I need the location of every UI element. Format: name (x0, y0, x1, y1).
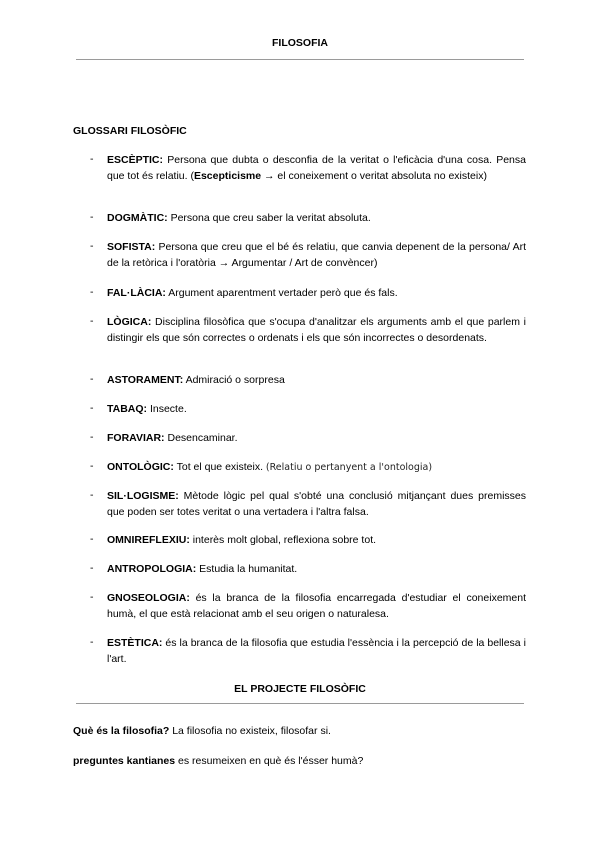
entry-definition: Desencaminar. (164, 432, 238, 444)
entry-definition: interès molt global, reflexiona sobre tot. (189, 534, 377, 546)
entry-term: ONTOLÒGIC: (107, 461, 174, 473)
entry-text (107, 431, 526, 447)
paragraph-kantian-questions (73, 755, 533, 767)
entry-term: ESTÈTICA: (107, 637, 163, 649)
entry-term: OMNIREFLEXIU: (107, 534, 190, 546)
entry-definition: Admiració o sorpresa (183, 374, 285, 386)
bullet-dash: - (90, 286, 94, 298)
bullet-dash: - (90, 489, 94, 501)
glossary-title: GLOSSARI FILOSÒFIC (73, 125, 187, 137)
entry-text (107, 240, 526, 271)
entry-term: SOFISTA: (107, 241, 156, 253)
entry-term-secondary: Escepticisme (193, 169, 262, 182)
entry-term: FAL·LÀCIA: (107, 287, 166, 299)
entry-definition: Persona que creu que el bé és relatiu, que canvia depenent de la persona/ Art de la retòrica i l'oratòria → Argumentar / Art de convèncer) (107, 241, 526, 269)
bullet-dash: - (90, 460, 94, 472)
entry-definition: Persona que creu saber la veritat absoluta. (167, 212, 371, 224)
entry-note: (Relatiu o pertanyent a l'ontologia) (265, 462, 433, 473)
entry-term: ASTORAMENT: (107, 374, 184, 386)
entry-definition: és la branca de la filosofia que estudia l'essència i la percepció de la bellesa i l'art. (107, 637, 526, 665)
entry-term: GNOSEOLOGIA: (107, 592, 190, 604)
bullet-dash: - (90, 636, 94, 648)
paragraph-question-philosophy (73, 725, 533, 737)
entry-text (107, 211, 526, 227)
entry-definition: Argument aparentment vertader però que és fals. (165, 287, 398, 299)
entry-term: LÒGICA: (107, 316, 152, 328)
entry-term: SIL·LOGISME: (107, 490, 179, 502)
bullet-dash: - (90, 591, 94, 603)
entry-term: FORAVIAR: (107, 432, 165, 444)
kantian-label: preguntes kantianes (73, 755, 176, 767)
entry-text (107, 315, 526, 346)
page-header-title: FILOSOFIA (272, 37, 328, 49)
bullet-dash: - (90, 431, 94, 443)
entry-term: ANTROPOLOGIA: (107, 563, 197, 575)
entry-definition: és la branca de la filosofia encarregada d'estudiar el coneixement humà, el que està relacionat amb el seu origen o naturalesa. (107, 592, 526, 620)
question-label: Què és la filosofia? (73, 725, 170, 737)
entry-text (107, 533, 526, 549)
entry-text (107, 153, 526, 184)
project-section-title: EL PROJECTE FILOSÒFIC (234, 683, 366, 695)
entry-text (107, 636, 526, 667)
entry-term: TABAQ: (107, 403, 148, 415)
bullet-dash: - (90, 153, 94, 165)
section-rule (76, 703, 524, 704)
entry-definition: Tot el que existeix. (173, 461, 266, 473)
entry-definition: Mètode lògic pel qual s'obté una conclusió mitjançant dues premisses que poden ser totes veritat o una vertadera i l'altra falsa. (107, 490, 526, 518)
bullet-dash: - (90, 211, 94, 223)
entry-definition: Disciplina filosòfica que s'ocupa d'analitzar els arguments amb el que parlem i distingir els que són correctes o ordenats i els que són incorrectes o desordenats. (107, 316, 526, 344)
entry-definition: Insecte. (147, 403, 187, 415)
question-answer: La filosofia no existeix, filosofar si. (169, 725, 331, 737)
bullet-dash: - (90, 315, 94, 327)
header-rule (76, 59, 524, 60)
entry-definition-secondary: → el coneixement o veritat absoluta no existeix) (261, 169, 487, 182)
entry-text (107, 460, 526, 476)
entry-term: DOGMÀTIC: (107, 212, 168, 224)
bullet-dash: - (90, 533, 94, 545)
bullet-dash: - (90, 240, 94, 252)
bullet-dash: - (90, 373, 94, 385)
entry-text (107, 286, 526, 302)
entry-text (107, 562, 526, 578)
kantian-text: es resumeixen en què és l'ésser humà? (175, 755, 364, 767)
bullet-dash: - (90, 562, 94, 574)
bullet-dash: - (90, 402, 94, 414)
entry-text (107, 591, 526, 622)
entry-text (107, 402, 526, 418)
entry-term: ESCÈPTIC: (107, 154, 164, 166)
entry-text (107, 373, 526, 389)
entry-text (107, 489, 526, 520)
entry-definition: Estudia la humanitat. (196, 563, 298, 575)
entry-definition: Persona que dubta o desconfia de la veritat o l'eficàcia d'una cosa. Pensa que tot és relatiu. ( (107, 154, 526, 182)
